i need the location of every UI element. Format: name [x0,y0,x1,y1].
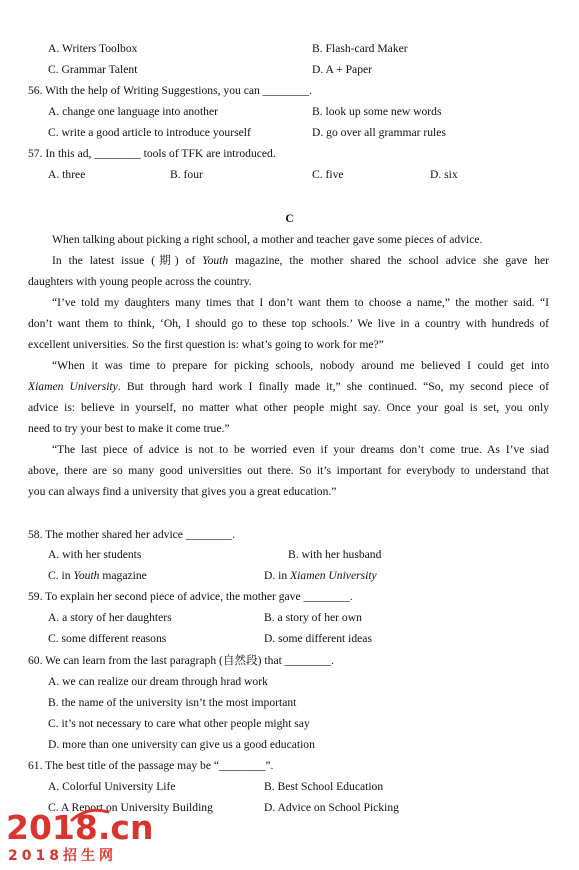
q56-option-a: A. change one language into another [48,105,218,118]
passage-line: advice is: believe in yourself, no matter what other people might say. Once your goal is set, you only [28,401,549,414]
q55-option-d: D. A + Paper [312,63,372,76]
q59-option-a: A. a story of her daughters [48,611,172,624]
q57-option-d: D. six [430,168,458,181]
passage-line: excellent universities. So the first question is: what’s going to work for me?” [28,338,384,351]
q61-option-b: B. Best School Education [264,780,384,793]
passage-line: In the latest issue (期) of Youth magazine, the mother shared the school advice she gave her [52,254,549,267]
passage-line: Xiamen University. But through hard work I finally made it,” she continued. “So, my second piece of [28,380,550,393]
passage-line: you can always find a university that gives you a great education.” [28,485,337,498]
q56-option-c: C. write a good article to introduce yourself [48,126,251,139]
q61-option-c: C. A Report on University Building [48,801,213,814]
q56-option-b: B. look up some new words [312,105,442,118]
q58-option-b: B. with her husband [288,548,382,561]
q59-option-b: B. a story of her own [264,611,362,624]
q57-stem: 57. In this ad, ________ tools of TFK are introduced. [28,147,276,160]
watermark-main-text: 2018.cn [6,808,154,847]
q55-option-a: A. Writers Toolbox [48,42,138,55]
q60-option-a: A. we can realize our dream through hrad work [48,675,268,688]
watermark-sub-text: 2018招生网 [8,848,117,864]
q60-option-d: D. more than one university can give us a good education [48,738,315,751]
q60-stem: 60. We can learn from the last paragraph (自然段) that ________. [28,654,334,667]
q58-stem: 58. The mother shared her advice ________. [28,528,236,541]
q57-option-a: A. three [48,168,86,181]
q59-stem: 59. To explain her second piece of advice, the mother gave ________. [28,590,353,603]
q58-option-d: D. in Xiamen University [264,569,377,582]
q61-option-d: D. Advice on School Picking [264,801,399,814]
q58-option-c: C. in Youth magazine [48,569,147,582]
q56-option-d: D. go over all grammar rules [312,126,446,139]
passage-line: above, there are so many good universities out there. So it’s important for everybody to understand that [28,464,549,477]
q57-option-b: B. four [170,168,203,181]
q57-option-c: C. five [312,168,344,181]
q59-option-c: C. some different reasons [48,632,167,645]
passage-line: “The last piece of advice is not to be worried even if your dreams don’t come true. As I’ve siad [52,443,549,456]
q61-stem: 61. The best title of the passage may be “________”. [28,759,274,772]
watermark-logo [4,806,164,870]
q60-option-b: B. the name of the university isn’t the most important [48,696,297,709]
passage-line: daughters with young people across the country. [28,275,252,288]
passage-line: “I’ve told my daughters many times that I don’t want them to choose a name,” the mother said. “I [52,296,549,309]
passage-line: When talking about picking a right school, a mother and teacher gave some pieces of advice. [52,233,483,246]
passage-line: need to try your best to make it come true.” [28,422,230,435]
q55-option-b: B. Flash-card Maker [312,42,408,55]
passage-line: don’t want them to think, ‘Oh, I should go to these top schools.’ We live in a country with hundreds of [28,317,549,330]
q59-option-d: D. some different ideas [264,632,372,645]
q55-option-c: C. Grammar Talent [48,63,138,76]
passage-title: C [285,212,294,225]
passage-line: “When it was time to prepare for picking schools, nobody around me believed I could get into [52,359,549,372]
q58-option-a: A. with her students [48,548,142,561]
q56-stem: 56. With the help of Writing Suggestions, you can ________. [28,84,312,97]
q60-option-c: C. it’s not necessary to care what other people might say [48,717,310,730]
q61-option-a: A. Colorful University Life [48,780,176,793]
